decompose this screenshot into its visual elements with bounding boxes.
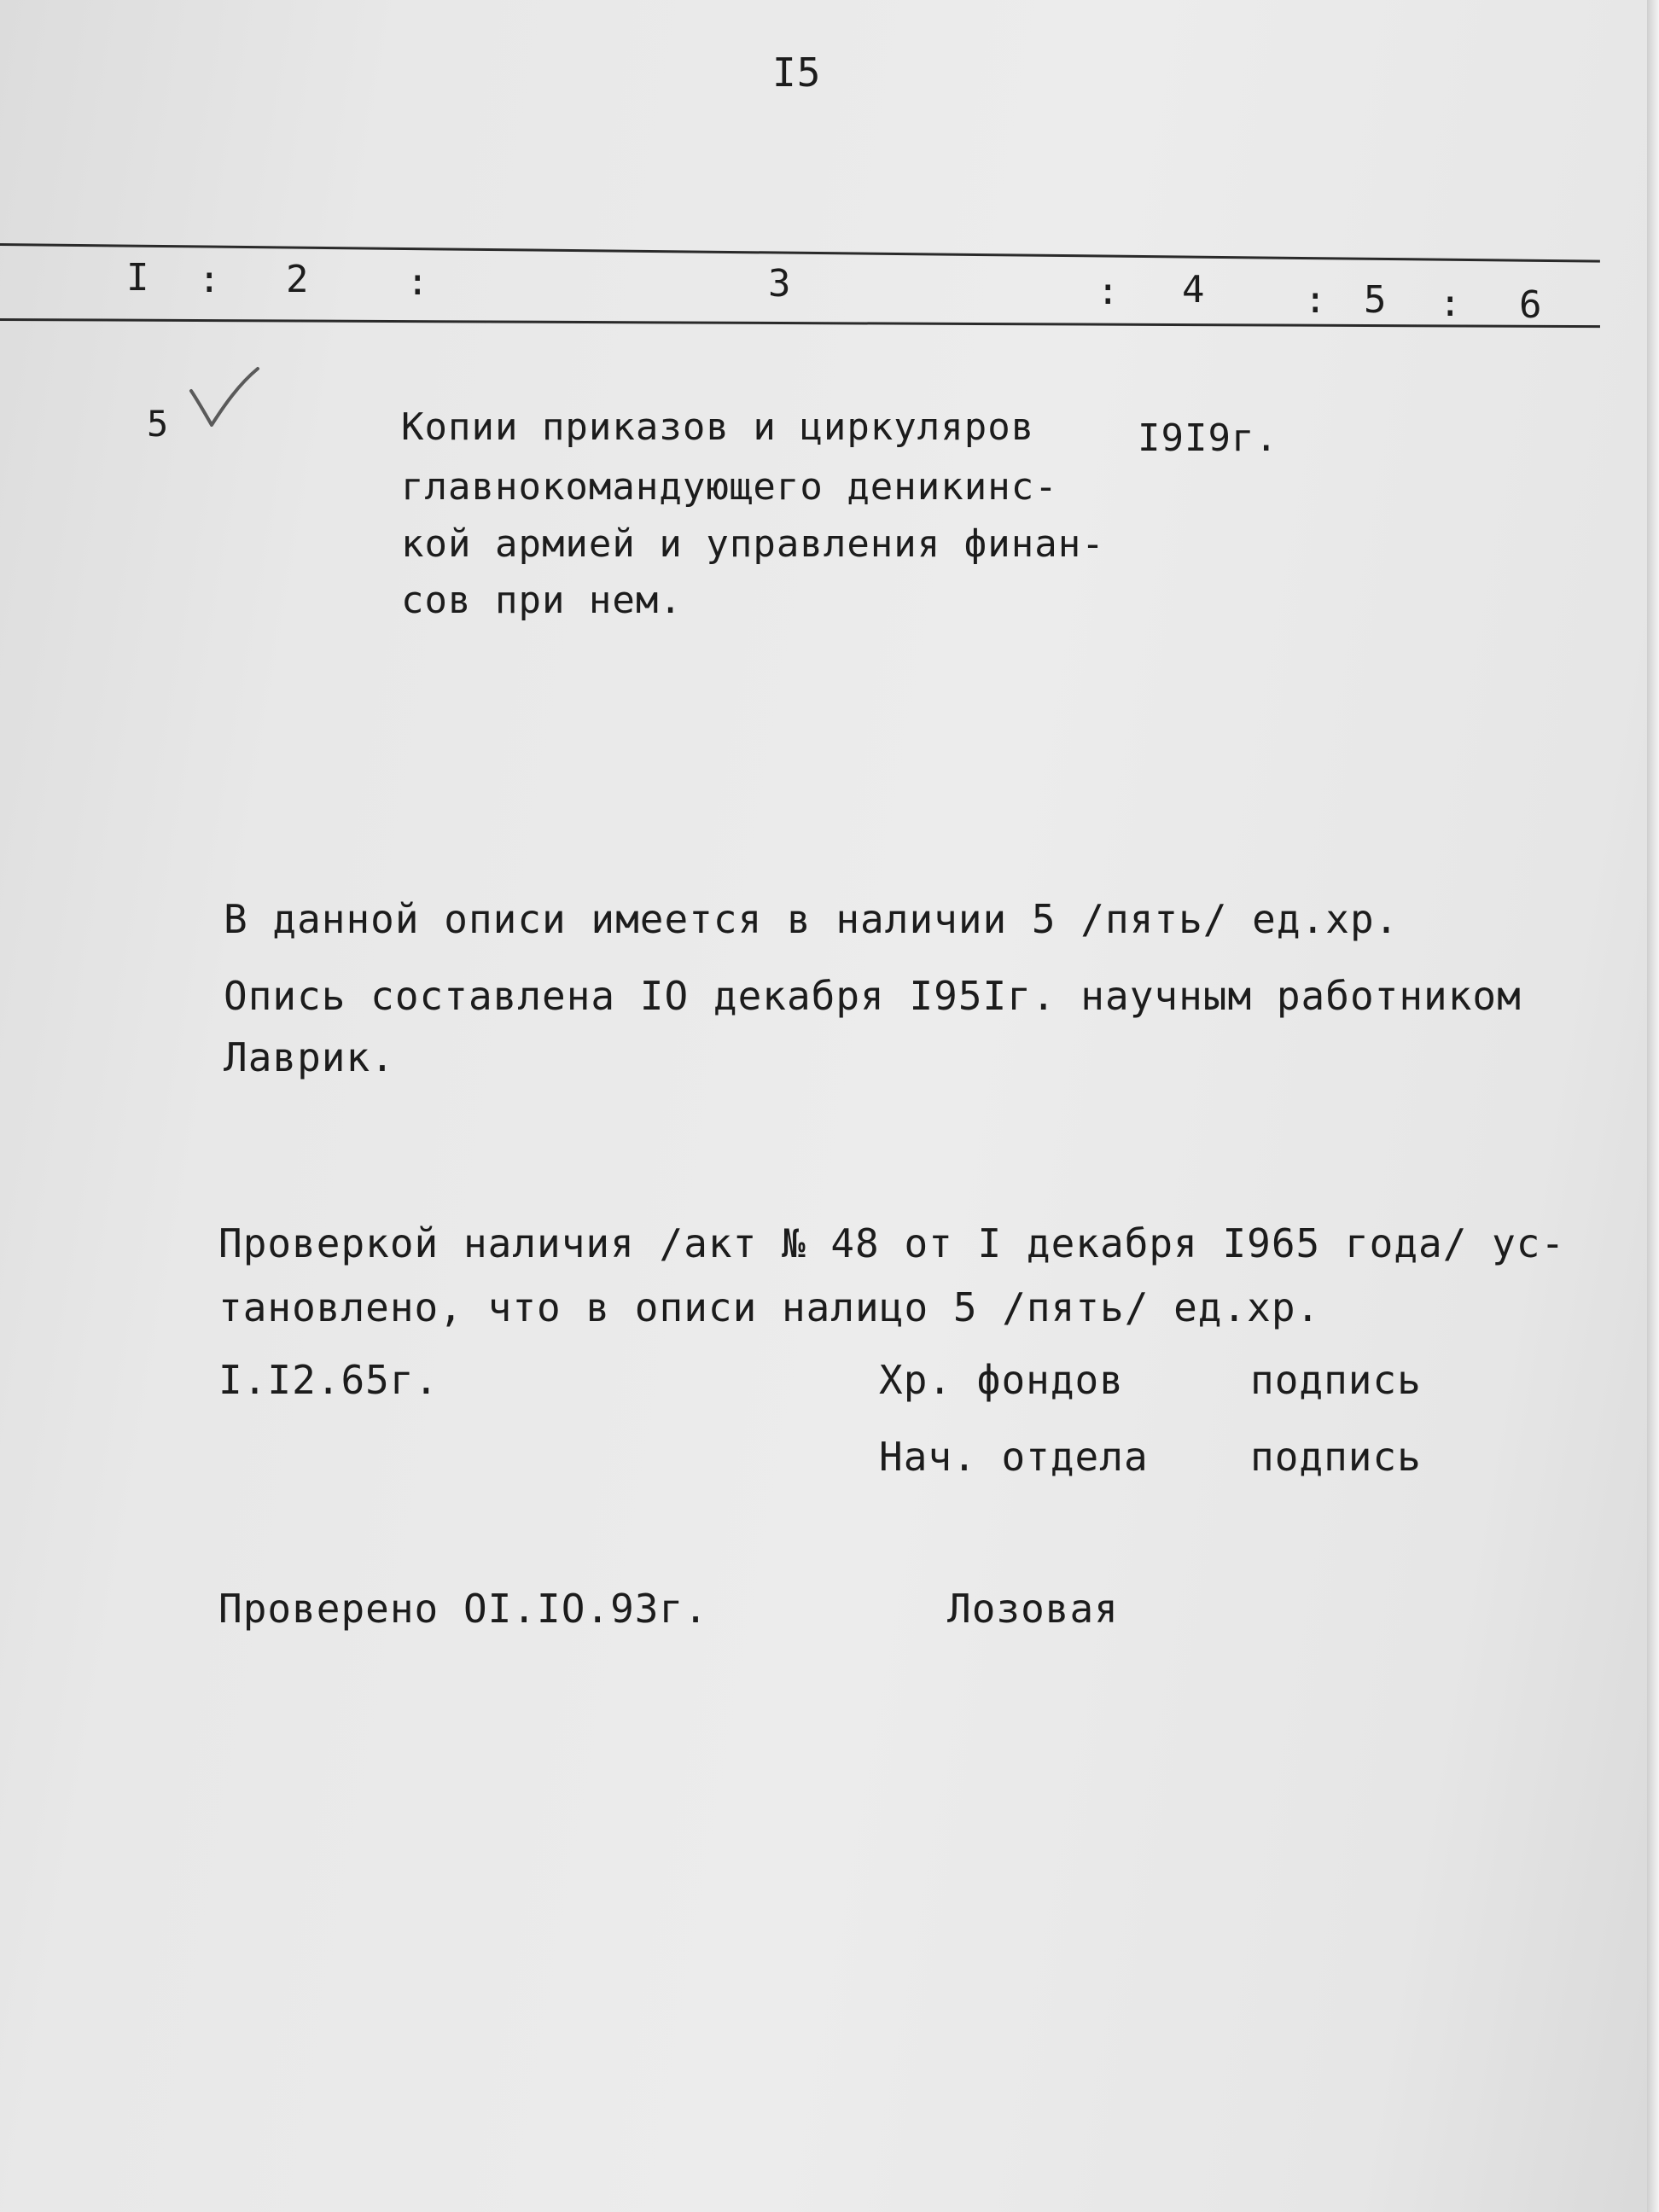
item-number: 5	[147, 403, 170, 445]
header-col-1: I	[126, 256, 150, 300]
header-separator: :	[1097, 270, 1121, 313]
header-separator: :	[406, 260, 430, 304]
header-separator: :	[1304, 278, 1328, 322]
compiled-statement: Лаврик.	[224, 1034, 395, 1080]
description-line: главнокомандующего деникинс-	[401, 465, 1058, 509]
check-statement: тановлено, что в описи налицо 5 /пять/ ед.хр.	[218, 1284, 1321, 1330]
signature-role: Хр. фондов	[879, 1357, 1124, 1403]
page-edge	[1647, 0, 1659, 2212]
header-col-3: 3	[768, 262, 792, 306]
header-col-2: 2	[286, 258, 310, 301]
signature-placeholder: подпись	[1250, 1357, 1422, 1403]
verifier-name: Лозовая	[947, 1586, 1119, 1632]
verified-statement: Проверено OI.IO.93г.	[218, 1586, 708, 1632]
signature-placeholder: подпись	[1250, 1434, 1422, 1480]
checkmark-icon	[186, 365, 263, 434]
description-line: Копии приказов и циркуляров	[401, 405, 1035, 449]
description-line: кой армией и управления финан-	[401, 522, 1105, 566]
check-date: I.I2.65г.	[218, 1357, 439, 1403]
header-separator: :	[198, 258, 222, 301]
description-line: сов при нем.	[401, 579, 683, 622]
table-header-bottom-rule	[0, 318, 1600, 328]
page-number: I5	[772, 49, 822, 96]
signature-role: Нач. отдела	[879, 1434, 1149, 1480]
item-date: I9I9г.	[1138, 416, 1278, 460]
header-separator: :	[1439, 282, 1463, 325]
count-statement: В данной описи имеется в наличии 5 /пять/ ед.хр.	[224, 896, 1400, 942]
compiled-statement: Опись составлена IO декабря I95Iг. научным работником	[224, 973, 1522, 1019]
header-col-5: 5	[1364, 278, 1388, 322]
table-header-top-rule	[0, 243, 1600, 263]
check-statement: Проверкой наличия /акт № 48 от I декабря I965 года/ ус-	[218, 1220, 1566, 1266]
header-col-6: 6	[1519, 283, 1543, 327]
header-col-4: 4	[1182, 268, 1206, 311]
